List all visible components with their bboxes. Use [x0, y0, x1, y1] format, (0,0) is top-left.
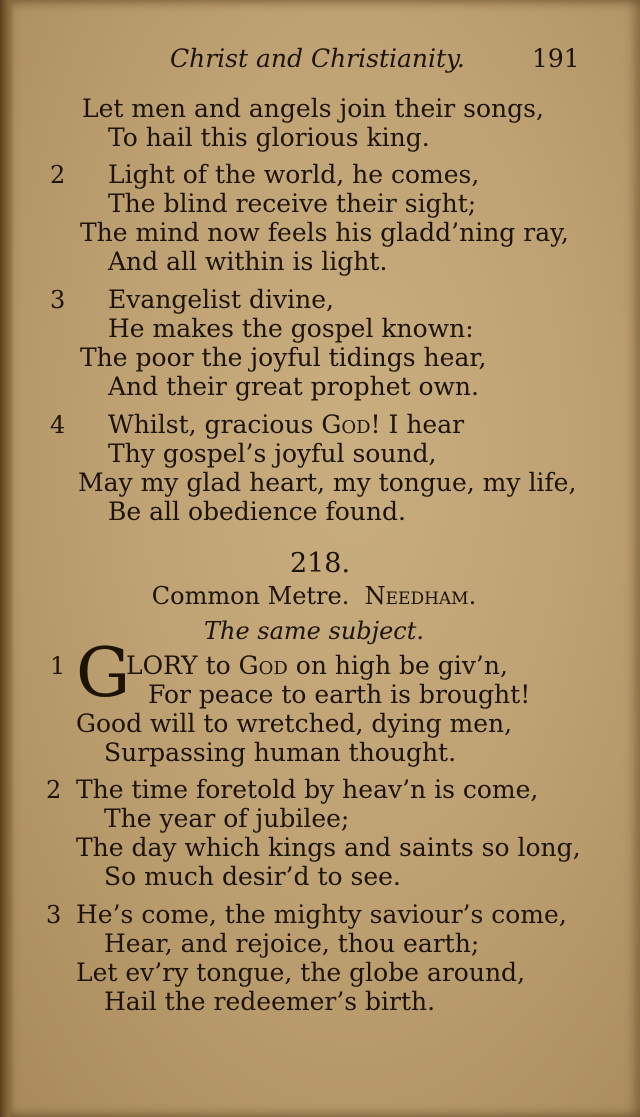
hymn-number: 218. [289, 548, 351, 579]
verse-line: Good will to wretched, dying men, [76, 709, 513, 738]
verse-number: 3 [50, 286, 66, 314]
verse-number: 4 [50, 411, 66, 439]
page-number: 191 [532, 44, 580, 73]
verse-line: Hail the redeemer’s birth. [104, 987, 436, 1016]
verse-line: The mind now feels his gladd’ning ray, [80, 218, 569, 247]
verse-line: The day which kings and saints so long, [76, 833, 581, 862]
verse-line: Light of the world, he comes, [108, 160, 480, 189]
verse-line: Surpassing human thought. [104, 738, 457, 767]
verse-line: Be all obedience found. [108, 497, 406, 526]
verse-line: The blind receive their sight; [108, 189, 477, 218]
verse-line: Thy gospel’s joyful sound, [108, 439, 437, 468]
drop-cap: G [76, 634, 131, 713]
verse-number: 3 [46, 901, 62, 929]
verse-line: Let ev’ry tongue, the globe around, [76, 958, 526, 987]
verse-line: He makes the gospel known: [108, 314, 474, 343]
verse-line: And their great prophet own. [108, 372, 479, 401]
god-small-caps: God [238, 651, 288, 680]
verse-line: Evangelist divine, [108, 285, 334, 314]
verse-number: 1 [50, 652, 66, 680]
tune-name: Needham. [364, 582, 477, 610]
verse-line: For peace to earth is brought! [148, 680, 531, 709]
verse-line: The time foretold by heav’n is come, [76, 775, 539, 804]
verse-line: And all within is light. [108, 247, 388, 276]
hymn-meter: Common Metre. Needham. [151, 582, 477, 610]
verse-number: 2 [50, 161, 66, 189]
verse-line: He’s come, the mighty saviour’s come, [76, 900, 567, 929]
verse-line: To hail this glorious king. [108, 123, 430, 152]
verse-number: 2 [46, 776, 62, 804]
hymn-subject: The same subject. [203, 617, 424, 645]
god-small-caps: God [321, 410, 371, 439]
verse-line: The year of jubilee; [104, 804, 350, 833]
verse-line: LORY to God on high be giv’n, [126, 651, 508, 680]
verse-line: Whilst, gracious God! I hear [108, 410, 465, 439]
verse-line: Hear, and rejoice, thou earth; [104, 929, 480, 958]
running-head-title: Christ and Christianity. [170, 44, 465, 73]
verse-line: May my glad heart, my tongue, my life, [78, 468, 577, 497]
verse-line: So much desir’d to see. [104, 862, 401, 891]
verse-line: The poor the joyful tidings hear, [80, 343, 487, 372]
verse-line: Let men and angels join their songs, [82, 94, 544, 123]
